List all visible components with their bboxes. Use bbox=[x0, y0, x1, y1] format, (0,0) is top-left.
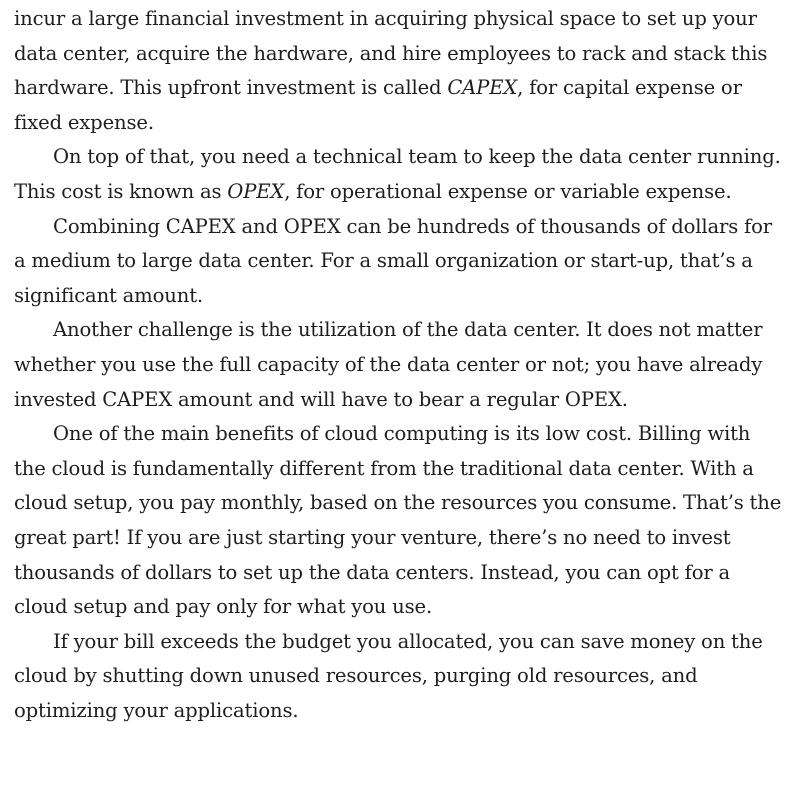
text-segment: If your bill exceeds the budget you allocated, you can save money on the cloud by shutting down unused resources, purging old resources, and optimizing your applications. bbox=[14, 629, 763, 722]
paragraph-intro-continuation bbox=[14, 2, 786, 140]
text-segment: Another challenge is the utilization of the data center. It does not matter whether you use the full capacity of the data center or not; you have already invested CAPEX amount and will have to bear a regular OPEX. bbox=[14, 318, 763, 411]
page-body bbox=[14, 2, 786, 728]
paragraph-saving-money bbox=[14, 625, 786, 729]
paragraph-opex bbox=[14, 140, 786, 209]
term-opex: OPEX bbox=[227, 179, 285, 203]
text-segment: incur a large financial investment in acquiring physical space to set up your data center, acquire the hardware, and hire employees to rack and stack this hardware. This upfront investment is called bbox=[14, 7, 768, 100]
text-segment: , for capital expense or fixed expense. bbox=[14, 76, 742, 134]
paragraph-cloud-benefit bbox=[14, 417, 786, 625]
text-segment: On top of that, you need a technical team to keep the data center running. This cost is known as bbox=[14, 145, 781, 203]
text-segment: Combining CAPEX and OPEX can be hundreds of thousands of dollars for a medium to large data center. For a small organization or start-up, that’s a significant amount. bbox=[14, 214, 772, 307]
term-capex: CAPEX bbox=[447, 76, 518, 100]
paragraph-utilization bbox=[14, 313, 786, 417]
text-segment: , for operational expense or variable expense. bbox=[284, 179, 732, 203]
paragraph-combined-cost bbox=[14, 210, 786, 314]
text-segment: One of the main benefits of cloud computing is its low cost. Billing with the cloud is fundamentally different from the traditional data center. With a cloud setup, you pay monthly, based on the resources you consume. That’s the great part! If you are just starting your venture, there’s no need to invest thousands of dollars to set up the data centers. Instead, you can opt for a cloud setup and pay only for what you use. bbox=[14, 422, 782, 619]
